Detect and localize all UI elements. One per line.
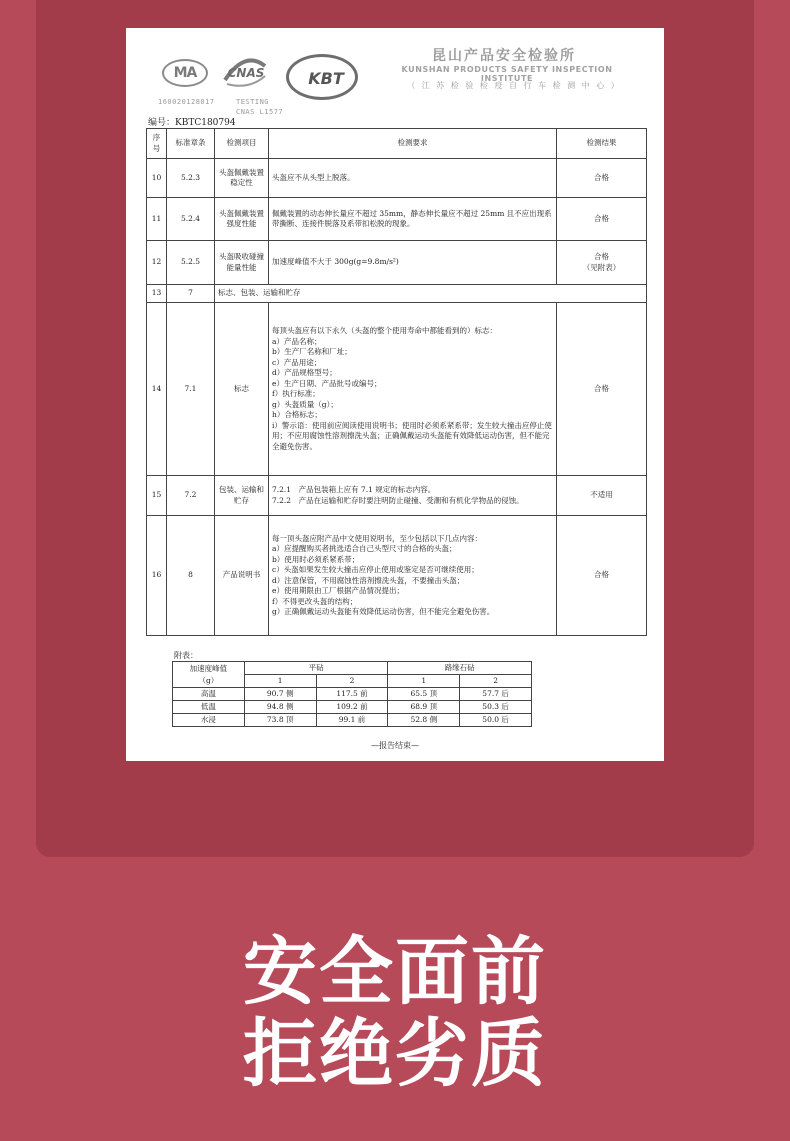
row-clause: 5.2.3 xyxy=(167,159,215,198)
appendix-condition: 低温 xyxy=(173,701,245,714)
appendix-value: 94.8 侧 xyxy=(244,701,316,714)
appendix-corner-line2: （g） xyxy=(198,675,219,685)
row-clause: 8 xyxy=(167,516,215,636)
test-report-sheet xyxy=(126,28,664,761)
cma-number: 160020128017 xyxy=(158,98,215,106)
row-no: 14 xyxy=(147,303,167,476)
header-result: 检测结果 xyxy=(557,129,647,159)
appendix-value: 52.8 侧 xyxy=(388,714,460,727)
appendix-sub: 2 xyxy=(316,675,388,688)
row-result: 合格 xyxy=(557,159,647,198)
row-result: 合格 xyxy=(557,198,647,241)
cnas-logo-label: CNAS xyxy=(227,66,265,80)
row-requirement: 加速度峰值不大于 300g(g=9.8m/s²) xyxy=(269,241,557,285)
row-item: 头盔佩戴装置稳定性 xyxy=(215,159,269,198)
row-clause: 5.2.5 xyxy=(167,241,215,285)
header-item: 检测项目 xyxy=(215,129,269,159)
appendix-sub: 1 xyxy=(388,675,460,688)
row-item: 标志 xyxy=(215,303,269,476)
appendix-value: 68.9 顶 xyxy=(388,701,460,714)
appendix-row xyxy=(173,701,532,714)
appendix-label: 附表： xyxy=(174,651,198,660)
appendix-value: 90.7 侧 xyxy=(244,688,316,701)
appendix-sub: 1 xyxy=(244,675,316,688)
row-item: 头盔佩戴装置强度性能 xyxy=(215,198,269,241)
institute-subtitle: （ 江 苏 检 验 检 疫 自 行 车 检 测 中 心 ） xyxy=(407,81,621,90)
institute-name-en: KUNSHAN PRODUCTS SAFETY INSPECTION INSTITUTE xyxy=(401,65,613,83)
row-no: 13 xyxy=(147,285,167,303)
table-row xyxy=(147,303,647,476)
row-item: 标志、包装、运输和贮存 xyxy=(215,285,647,303)
cnas-sub-number: CNAS L1577 xyxy=(236,108,284,116)
appendix-value: 57.7 后 xyxy=(460,688,532,701)
row-no: 10 xyxy=(147,159,167,198)
header-requirement: 检测要求 xyxy=(269,129,557,159)
appendix-row xyxy=(173,714,532,727)
row-no: 11 xyxy=(147,198,167,241)
row-requirement: 佩戴装置的动态伸长量应不超过 35mm，静态伸长量应不超过 25mm 且不应出现系带撕断、连接件脱落及系带扣松脱的现象。 xyxy=(269,198,557,241)
test-results-table xyxy=(146,128,647,636)
row-requirement: 每顶头盔应有以下永久（头盔的整个使用寿命中都能看到的）标志： a）产品名称； b）生产厂名称和厂址； c）产品用途； d）产品规格型号； e）生产日期、产品批号或编号； f）执行标准； g）头盔质量（g）； h）合格标志； i）警示语：使用前应阅读使用说明书；使用时必须系紧系带；发生较大撞击应停止使用；不应用腐蚀性溶剂擦洗头盔；正确佩戴运动头盔能有效降低运动伤害，但不能完全避免伤害。 xyxy=(269,303,557,476)
row-item: 产品说明书 xyxy=(215,516,269,636)
row-requirement: 每一顶头盔应附产品中文使用说明书，至少包括以下几点内容： a）应提醒购买者挑选适合自己头型尺寸的合格的头盔； b）使用时必须系紧系带； c）头盔如果发生较大撞击应停止使用或鉴定是否可继续使用； d）注意保管，不用腐蚀性溶剂擦洗头盔，不要撞击头盔； e）使用期限由工厂根据产品情况提出； f）不得更改头盔的结构； g）正确佩戴运动头盔能有效降低运动伤害，但不能完全避免伤害。 xyxy=(269,516,557,636)
row-requirement: 7.2.1 产品包装箱上应有 7.1 规定的标志内容。 7.2.2 产品在运输和贮存时要注明防止碰撞、受潮和有机化学物品的侵蚀。 xyxy=(269,476,557,516)
row-item: 头盔吸收碰撞能量性能 xyxy=(215,241,269,285)
appendix-corner xyxy=(173,662,245,688)
row-no: 12 xyxy=(147,241,167,285)
row-no: 16 xyxy=(147,516,167,636)
table-row xyxy=(147,476,647,516)
appendix-value: 109.2 前 xyxy=(316,701,388,714)
appendix-corner-line1: 加速度峰值 xyxy=(189,663,228,673)
appendix-condition: 高温 xyxy=(173,688,245,701)
cma-logo: MA xyxy=(162,59,208,87)
kbt-logo-label: KBT xyxy=(308,69,344,88)
row-clause: 7 xyxy=(167,285,215,303)
appendix-row xyxy=(173,688,532,701)
row-item: 包装、运输和贮存 xyxy=(215,476,269,516)
header-clause: 标准章条 xyxy=(167,129,215,159)
row-clause: 7.2 xyxy=(167,476,215,516)
table-row xyxy=(147,198,647,241)
appendix-value: 50.3 后 xyxy=(460,701,532,714)
appendix-value: 65.5 顶 xyxy=(388,688,460,701)
row-result: 合格 xyxy=(557,303,647,476)
appendix-sub: 2 xyxy=(460,675,532,688)
table-row xyxy=(147,516,647,636)
cnas-sub-testing: TESTING xyxy=(236,98,270,106)
slogan-line-2: 拒绝劣质 xyxy=(243,1011,547,1097)
appendix-value: 73.8 顶 xyxy=(244,714,316,727)
appendix-value: 99.1 前 xyxy=(316,714,388,727)
header-no: 序号 xyxy=(147,129,167,159)
appendix-table xyxy=(172,661,532,727)
row-result: 合格 xyxy=(557,516,647,636)
row-result: 不适用 xyxy=(557,476,647,516)
appendix-condition: 水浸 xyxy=(173,714,245,727)
appendix-group-curb: 路缘石砧 xyxy=(388,662,532,675)
slogan-line-1: 安全面前 xyxy=(243,929,547,1015)
table-row xyxy=(147,285,647,303)
report-number: 编号：KBTC180794 xyxy=(148,118,236,128)
report-end-note: —报告结束— xyxy=(371,741,419,750)
table-row xyxy=(147,159,647,198)
logo-header xyxy=(126,28,664,128)
row-no: 15 xyxy=(147,476,167,516)
appendix-group-flat: 平砧 xyxy=(244,662,388,675)
table-header-row xyxy=(147,129,647,159)
institute-name-zh: 昆山产品安全检验所 xyxy=(432,48,576,64)
appendix-value: 117.5 前 xyxy=(316,688,388,701)
row-requirement: 头盔应不从头型上脱落。 xyxy=(269,159,557,198)
row-clause: 7.1 xyxy=(167,303,215,476)
appendix-value: 50.0 后 xyxy=(460,714,532,727)
row-result: 合格 （见附表） xyxy=(557,241,647,285)
row-clause: 5.2.4 xyxy=(167,198,215,241)
table-row xyxy=(147,241,647,285)
